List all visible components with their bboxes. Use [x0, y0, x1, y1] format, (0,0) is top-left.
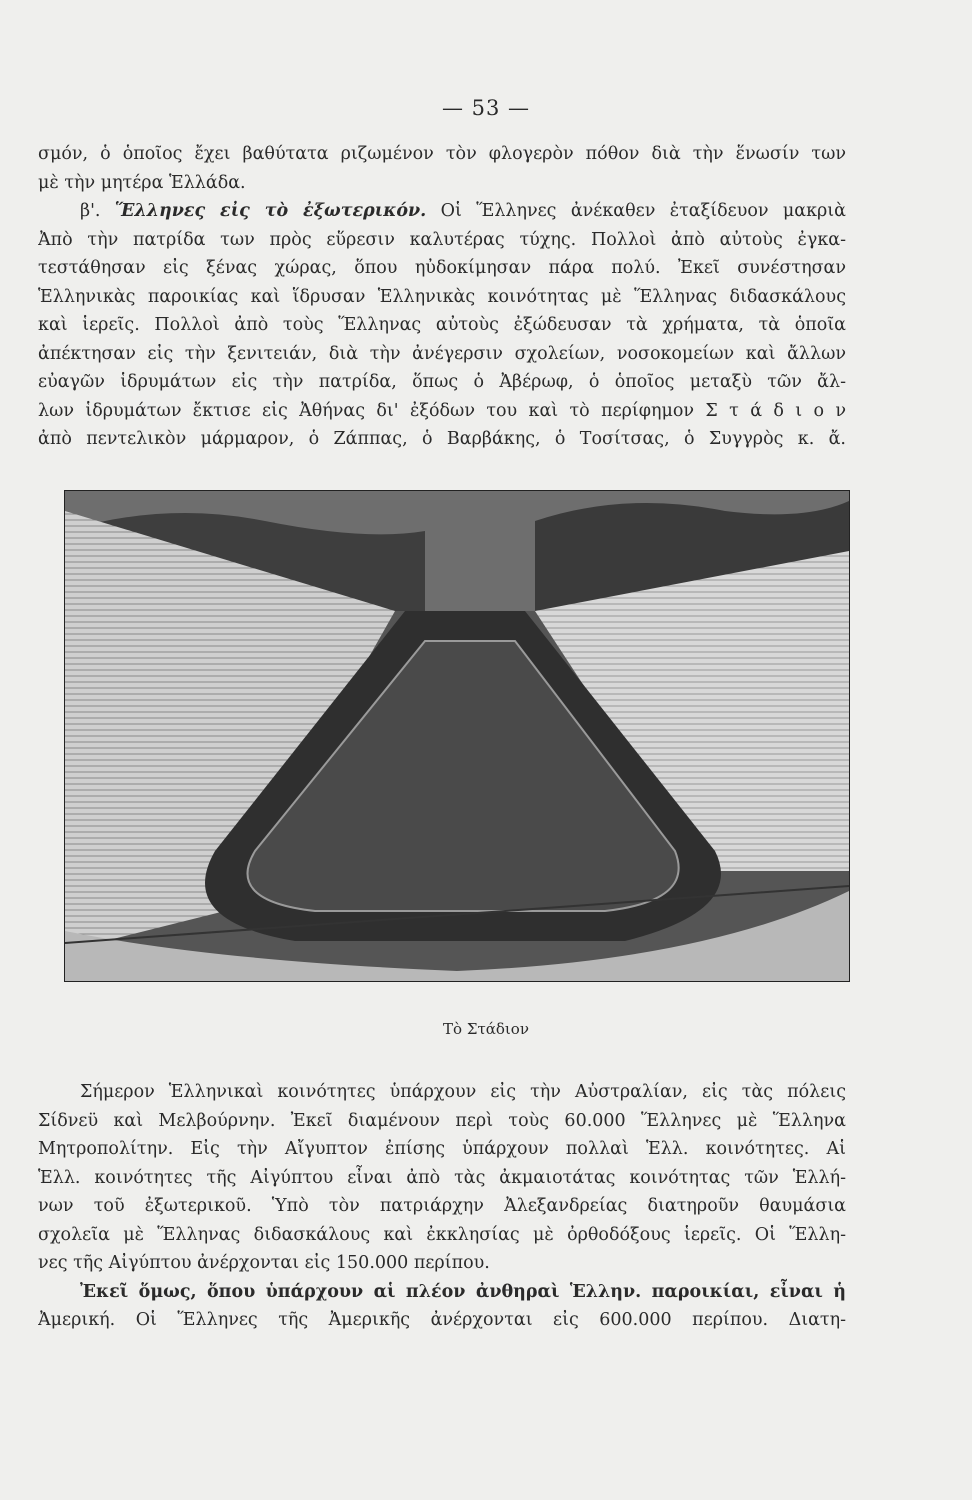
text-line: εὐαγῶν ἱδρυμάτων εἰς τὴν πατρίδα, ὅπως ὁ Ἀβέρωφ, ὁ ὁποῖος μεταξὺ τῶν ἄλ- — [38, 372, 846, 392]
text-line: Μητροπολίτην. Εἰς τὴν Αἴγυπτον ἐπίσης ὑπάρχουν πολλαὶ Ἑλλ. κοινότητες. Αἱ — [38, 1139, 846, 1159]
text-line: λων ἱδρυμάτων ἔκτισε εἰς Ἀθήνας δι' ἐξόδων του καὶ τὸ περίφημον Σ τ ά δ ι ο ν — [38, 400, 846, 421]
text-line: Ἀμερική. Οἱ Ἕλληνες τῆς Ἀμερικῆς ἀνέρχονται εἰς 600.000 περίπου. Διατη- — [38, 1310, 846, 1330]
text-line: σμόν, ὁ ὁποῖος ἔχει βαθύτατα ριζωμένον τὸν φλογερὸν πόθον διὰ τὴν ἕνωσίν των — [38, 144, 846, 164]
stadium-photo — [64, 490, 850, 982]
paragraph-top — [38, 140, 846, 454]
text-line: Σίδνεϋ καὶ Μελβούρνην. Ἐκεῖ διαμένουν περὶ τοὺς 60.000 Ἕλληνες μὲ Ἕλληνα — [38, 1110, 846, 1131]
photo-caption: Τὸ Στάδιον — [443, 1020, 529, 1038]
text-line: μὲ τὴν μητέρα Ἑλλάδα. — [38, 172, 246, 193]
section-title: Ἕλληνες εἰς τὸ ἐξωτερικόν. — [114, 201, 427, 221]
section-rest: Οἱ Ἕλληνες ἀνέκαθεν ἐταξίδευον μακριὰ — [440, 201, 846, 221]
text-line: τεστάθησαν εἰς ξένας χώρας, ὅπου ηὐδοκίμησαν πάρα πολύ. Ἐκεῖ συνέστησαν — [38, 258, 846, 278]
text-line: νων τοῦ ἐξωτερικοῦ. Ὑπὸ τὸν πατριάρχην Ἀλεξανδρείας διατηροῦν θαυμάσια — [38, 1196, 846, 1216]
text-line: Ἑλλ. κοινότητες τῆς Αἰγύπτου εἶναι ἀπὸ τὰς ἀκμαιοτάτας κοινότητας τῶν Ἑλλή- — [38, 1167, 846, 1188]
text-line: καὶ ἱερεῖς. Πολλοὶ ἀπὸ τοὺς Ἕλληνας αὐτοὺς ἐξώδευσαν τὰ χρήματα, τὰ ὁποῖα — [38, 315, 846, 335]
paragraph-bottom — [38, 1078, 846, 1335]
section-marker: β'. — [80, 201, 101, 221]
text-line: ἀπέκτησαν εἰς τὴν ξενιτειάν, διὰ τὴν ἀνέγερσιν σχολείων, νοσοκομείων καὶ ἄλλων — [38, 343, 846, 364]
text-line: ἀπὸ πεντελικὸν μάρμαρον, ὁ Ζάππας, ὁ Βαρβάκης, ὁ Τοσίτσας, ὁ Συγγρὸς κ. ἄ. — [38, 429, 846, 449]
section-heading-line — [38, 197, 846, 226]
text-line: Ἐκεῖ ὅμως, ὅπου ὑπάρχουν αἱ πλέον ἀνθηραὶ Ἑλλην. παροικίαι, εἶναι ἡ — [80, 1281, 846, 1302]
text-line: Ἀπὸ τὴν πατρίδα των πρὸς εὕρεσιν καλυτέρας τύχης. Πολλοὶ ἀπὸ αὐτοὺς ἐγκα- — [38, 229, 846, 250]
text-line: Σήμερον Ἑλληνικαὶ κοινότητες ὑπάρχουν εἰς τὴν Αὐστραλίαν, εἰς τὰς πόλεις — [80, 1082, 846, 1102]
stadium-illustration — [65, 491, 849, 981]
text-line: Ἑλληνικὰς παροικίας καὶ ἵδρυσαν Ἑλληνικὰς κοινότητας μὲ Ἕλληνας διδασκάλους — [38, 286, 846, 307]
page-number: — 53 — — [441, 96, 531, 120]
text-line: σχολεῖα μὲ Ἕλληνας διδασκάλους καὶ ἐκκλησίας μὲ ὀρθοδόξους ἱερεῖς. Οἱ Ἕλλη- — [38, 1224, 846, 1245]
text-line: νες τῆς Αἰγύπτου ἀνέρχονται εἰς 150.000 περίπου. — [38, 1253, 490, 1273]
